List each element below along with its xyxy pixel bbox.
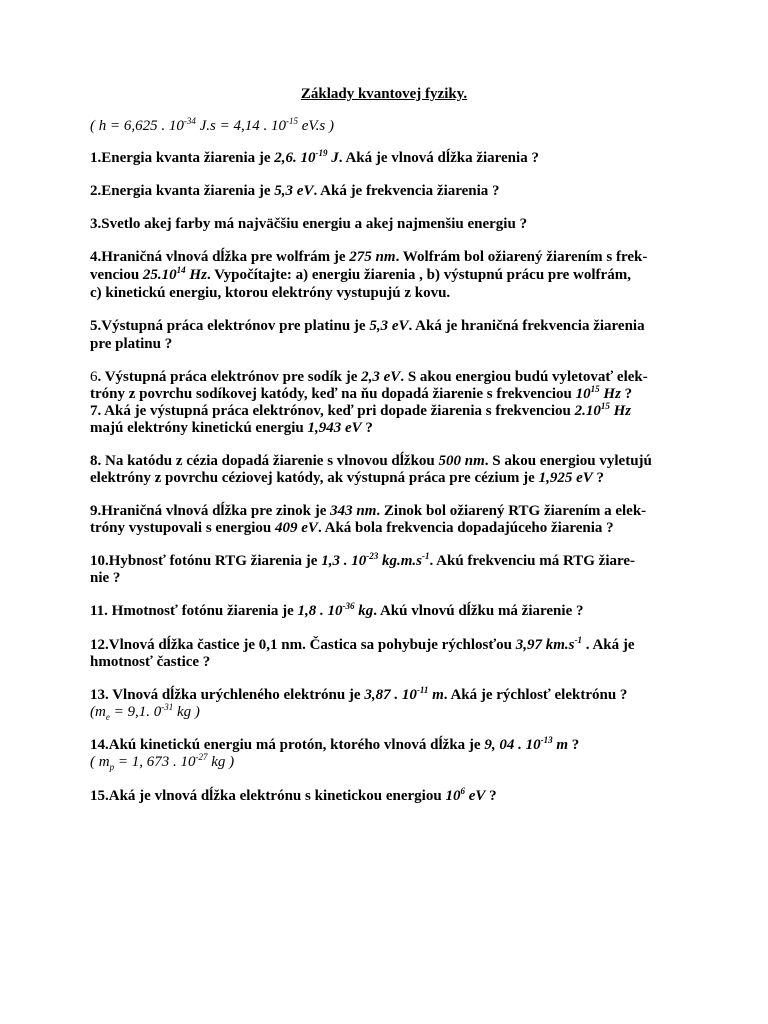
question-13-line-1: 13. Vlnová dĺžka urýchleného elektrónu je 3,87 . $10^{-11}$ m. Aká je rýchlosť elektrónu ? [90,685,628,703]
question-6-line-1: 6. Výstupná práca elektrónov pre sodík je 2,3 eV. S akou energiou budú vyletovať elek- [90,369,648,385]
question-3: 3.Svetlo akej farby má najväčšiu energiu a akej najmenšiu energiu ? [90,216,528,232]
question-4-line-3: c) kinetickú energiu, ktorou elektróny vystupujú z kovu. [90,285,451,301]
question-10-line-1: 10.Hybnosť fotónu RTG žiarenia je 1,3 . $10^{-23}$ $kg.m.s^{-1}$. Akú frekvenciu má RTG žiare- [90,551,636,569]
constants-line: ( h = 6,625 . $10^{-34}$ J.s = 4,14 . $10^{-15}$ eV.s ) [90,116,334,134]
question-4-line-2: venciou 25.10$^{14}$ Hz. Vypočítajte: a) energiu žiarenia , b) výstupnú prácu pre wolfrám, [90,265,631,283]
question-14-line-2: ( $m_p = 1$, 673 . $10^{-27}$ kg ) [90,752,235,772]
question-9-line-2: tróny vystupovali s energiou 409 eV. Aká bola frekvencia dopadajúceho žiarenia ? [90,520,614,536]
question-7-line-2: majú elektróny kinetickú energiu 1,943 eV ? [90,420,373,436]
question-8-line-1: 8. Na katódu z cézia dopadá žiarenie s vlnovou dĺžkou 500 nm. S akou energiou vyletujú [90,453,652,469]
question-14-line-1: 14.Akú kinetickú energiu má protón, ktorého vlnová dĺžka je 9, 04 . $10^{-13}$ m ? [90,735,580,753]
question-12-line-2: hmotnosť častice ? [90,654,211,670]
question-15: 15.Aká je vlnová dĺžka elektrónu s kinetickou energiou $10^6$ eV ? [90,786,497,804]
question-10-line-2: nie ? [90,570,121,586]
question-9-line-1: 9.Hraničná vlnová dĺžka pre zinok je 343 nm. Zinok bol ožiarený RTG žiarením a elek- [90,503,647,519]
question-6-line-2: tróny z povrchu sodíkovej katódy, keď na ňu dopadá žiarenie s frekvenciou $10^{15}$ Hz ? [90,384,633,402]
question-11: 11. Hmotnosť fotónu žiarenia je 1,8 . $10^{-36}$ kg. Akú vlnovú dĺžku má žiarenie ? [90,601,584,619]
question-8-line-2: elektróny z povrchu céziovej katódy, ak výstupná práca pre cézium je 1,925 eV ? [90,470,604,486]
question-1: 1.Energia kvanta žiarenia je 2,6. $10^{-19}$ J. Aká je vlnová dĺžka žiarenia ? [90,148,539,166]
question-12-line-1: 12.Vlnová dĺžka častice je 0,1 nm. Častica sa pohybuje rýchlosťou 3,97 $km.s^{-1}$ . Aká je [90,635,635,653]
question-4-line-1: 4.Hraničná vlnová dĺžka pre wolfrám je 275 nm. Wolfrám bol ožiarený žiarením s frek- [90,249,648,265]
question-2: 2.Energia kvanta žiarenia je 5,3 eV. Aká je frekvencia žiarenia ? [90,183,500,199]
question-13-line-2: ($m_e = 9,1$. $0^{-31}$ kg ) [90,702,200,722]
question-7-line-1: 7. Aká je výstupná práca elektrónov, keď pri dopade žiarenia s frekvenciou 2.10$^{15}$ Hz [90,401,632,419]
page-title: Základy kvantovej fyziky. [300,86,468,102]
question-5-line-2: pre platinu ? [90,336,173,352]
question-5-line-1: 5.Výstupná práca elektrónov pre platinu je 5,3 eV. Aká je hraničná frekvencia žiarenia [90,318,645,334]
